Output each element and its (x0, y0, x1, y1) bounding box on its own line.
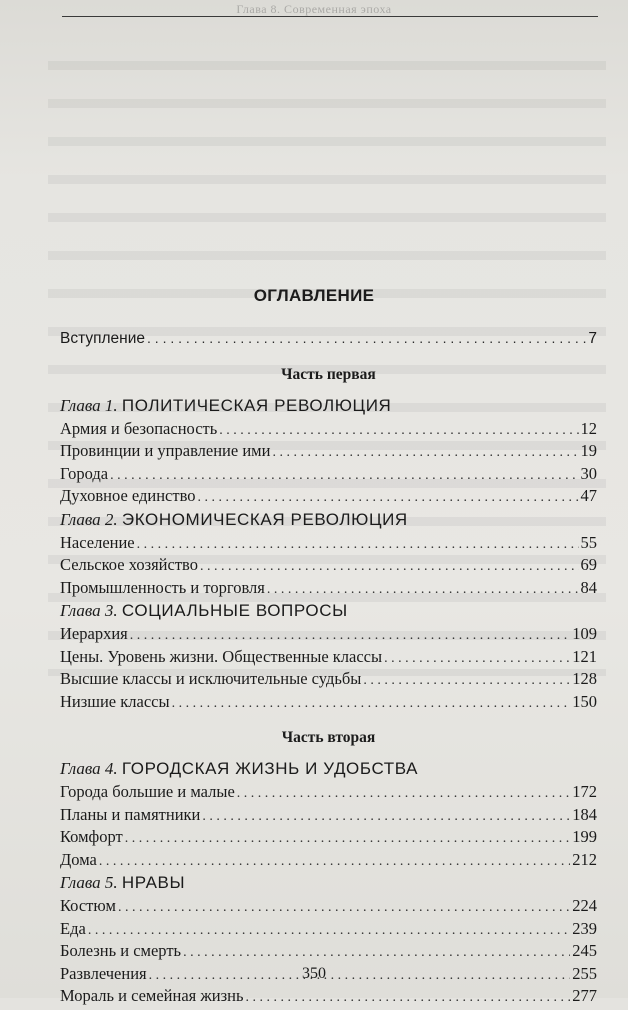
toc-entry[interactable] (60, 849, 597, 872)
toc-entry-label: Планы и памятники (60, 804, 201, 824)
chapter-number: Глава 2. (60, 509, 118, 529)
toc-entry-page: 47 (580, 486, 597, 505)
toc-entry-label: Иерархия (60, 624, 128, 643)
toc-entry-page: 69 (580, 555, 597, 574)
header-rule (62, 16, 598, 17)
dot-leader (137, 534, 579, 557)
toc-entry-page: 245 (572, 941, 597, 960)
toc-entry-label: Города большие и малые (60, 782, 235, 801)
toc-entry-page: 121 (572, 646, 597, 666)
dot-leader (183, 942, 570, 965)
dot-leader (125, 828, 571, 851)
toc-entry-label: Болезнь и смерть (60, 941, 182, 960)
dot-leader (245, 987, 570, 1010)
chapter-title: НРАВЫ (121, 873, 186, 892)
page-number: 350 (302, 965, 326, 982)
toc-entry-page: 109 (572, 624, 597, 643)
toc-entry[interactable] (60, 463, 597, 486)
dot-leader (147, 327, 586, 350)
toc-entry[interactable] (60, 918, 597, 941)
toc-entry[interactable] (60, 554, 597, 577)
toc-entry-page: 19 (580, 441, 597, 460)
toc-entry-label: Духовное единство (60, 486, 196, 505)
toc-entry[interactable] (60, 985, 597, 1008)
toc-entry-page: 184 (572, 804, 597, 824)
toc-entry-page: 277 (572, 986, 597, 1005)
dot-leader (272, 442, 578, 465)
dot-leader (172, 693, 571, 716)
dot-leader (384, 648, 570, 671)
toc-entry[interactable] (60, 826, 597, 849)
chapter-title: ЭКОНОМИЧЕСКАЯ РЕВОЛЮЦИЯ (121, 509, 408, 529)
toc-entry-label: Высшие классы и исключительные судьбы (60, 669, 362, 688)
toc-entry-label: Провинции и управление ими (60, 441, 271, 460)
chapter-heading[interactable] (60, 871, 597, 895)
toc-entry-intro[interactable] (60, 327, 597, 350)
toc-entry[interactable] (60, 940, 597, 963)
toc-entry[interactable] (60, 691, 597, 714)
toc-entry[interactable] (60, 804, 597, 827)
dot-leader (88, 920, 570, 943)
toc-entry-page: 172 (572, 782, 597, 801)
toc-entry-page: 12 (580, 418, 597, 438)
toc-entry-label: Цены. Уровень жизни. Общественные классы (60, 646, 383, 666)
chapter-heading[interactable] (60, 599, 597, 623)
dot-leader (267, 579, 579, 602)
toc-entry-label: Костюм (60, 896, 116, 915)
toc-entry-page: 55 (580, 532, 597, 552)
toc-entry-label: Население (60, 532, 135, 552)
toc-entry-label: Дома (60, 849, 97, 869)
part-heading: Часть первая (281, 365, 376, 383)
toc-entry-page: 84 (580, 577, 597, 597)
toc-entry-page: 128 (572, 669, 597, 688)
toc-entry[interactable] (60, 895, 597, 918)
toc-entry-page: 239 (572, 918, 597, 938)
chapter-number: Глава 4. (60, 759, 118, 778)
running-header: Глава 8. Современная эпоха (236, 2, 392, 16)
toc-entry-page: 224 (572, 896, 597, 915)
toc-entry-label: Промышленность и торговля (60, 577, 265, 597)
toc-entry-page: 255 (572, 963, 597, 983)
toc-entry-label: Вступление (60, 330, 146, 347)
chapter-heading[interactable] (60, 757, 597, 781)
toc-entry-label: Еда (60, 918, 86, 938)
toc-entry-label: Низшие классы (60, 691, 170, 711)
dot-leader (237, 783, 570, 806)
toc-entry[interactable] (60, 532, 597, 555)
dot-leader (202, 806, 570, 829)
toc-entry-label: Города (60, 463, 109, 483)
toc-entry-page: 7 (588, 330, 597, 347)
page-title: ОГЛАВЛЕНИЕ (253, 286, 375, 305)
chapter-number: Глава 3. (60, 601, 118, 620)
dot-leader (200, 556, 579, 579)
table-of-contents (60, 327, 597, 1008)
chapter-heading[interactable] (60, 508, 597, 532)
toc-entry-page: 150 (572, 691, 597, 711)
part-heading: Часть вторая (281, 729, 376, 746)
toc-entry[interactable] (60, 577, 597, 600)
dot-leader (219, 420, 578, 443)
chapter-title: ПОЛИТИЧЕСКАЯ РЕВОЛЮЦИЯ (121, 395, 392, 415)
chapter-title: ГОРОДСКАЯ ЖИЗНЬ И УДОБСТВА (121, 759, 419, 778)
dot-leader (363, 670, 570, 693)
chapter-number: Глава 5. (60, 873, 118, 892)
toc-entry-page: 30 (580, 463, 597, 483)
dot-leader (110, 465, 578, 488)
toc-entry-label: Развлечения (60, 963, 147, 983)
toc-entry-label: Армия и безопасность (60, 418, 218, 438)
chapter-title: СОЦИАЛЬНЫЕ ВОПРОСЫ (121, 601, 348, 620)
dot-leader (118, 897, 570, 920)
toc-parts (60, 364, 597, 1008)
dot-leader (198, 487, 579, 510)
chapter-number: Глава 1. (60, 395, 118, 415)
toc-entry-label: Комфорт (60, 827, 123, 846)
toc-entry[interactable] (60, 646, 597, 669)
toc-entry[interactable] (60, 440, 597, 463)
toc-entry-label: Сельское хозяйство (60, 555, 198, 574)
dot-leader (99, 851, 570, 874)
toc-entry-page: 199 (572, 827, 597, 846)
toc-entry[interactable] (60, 623, 597, 646)
toc-entry[interactable] (60, 668, 597, 691)
toc-entry[interactable] (60, 418, 597, 441)
toc-entry-label: Мораль и семейная жизнь (60, 986, 244, 1005)
chapter-heading[interactable] (60, 394, 597, 418)
dot-leader (130, 625, 571, 648)
toc-entry[interactable] (60, 485, 597, 508)
toc-entry[interactable] (60, 781, 597, 804)
toc-entry-page: 212 (572, 849, 597, 869)
